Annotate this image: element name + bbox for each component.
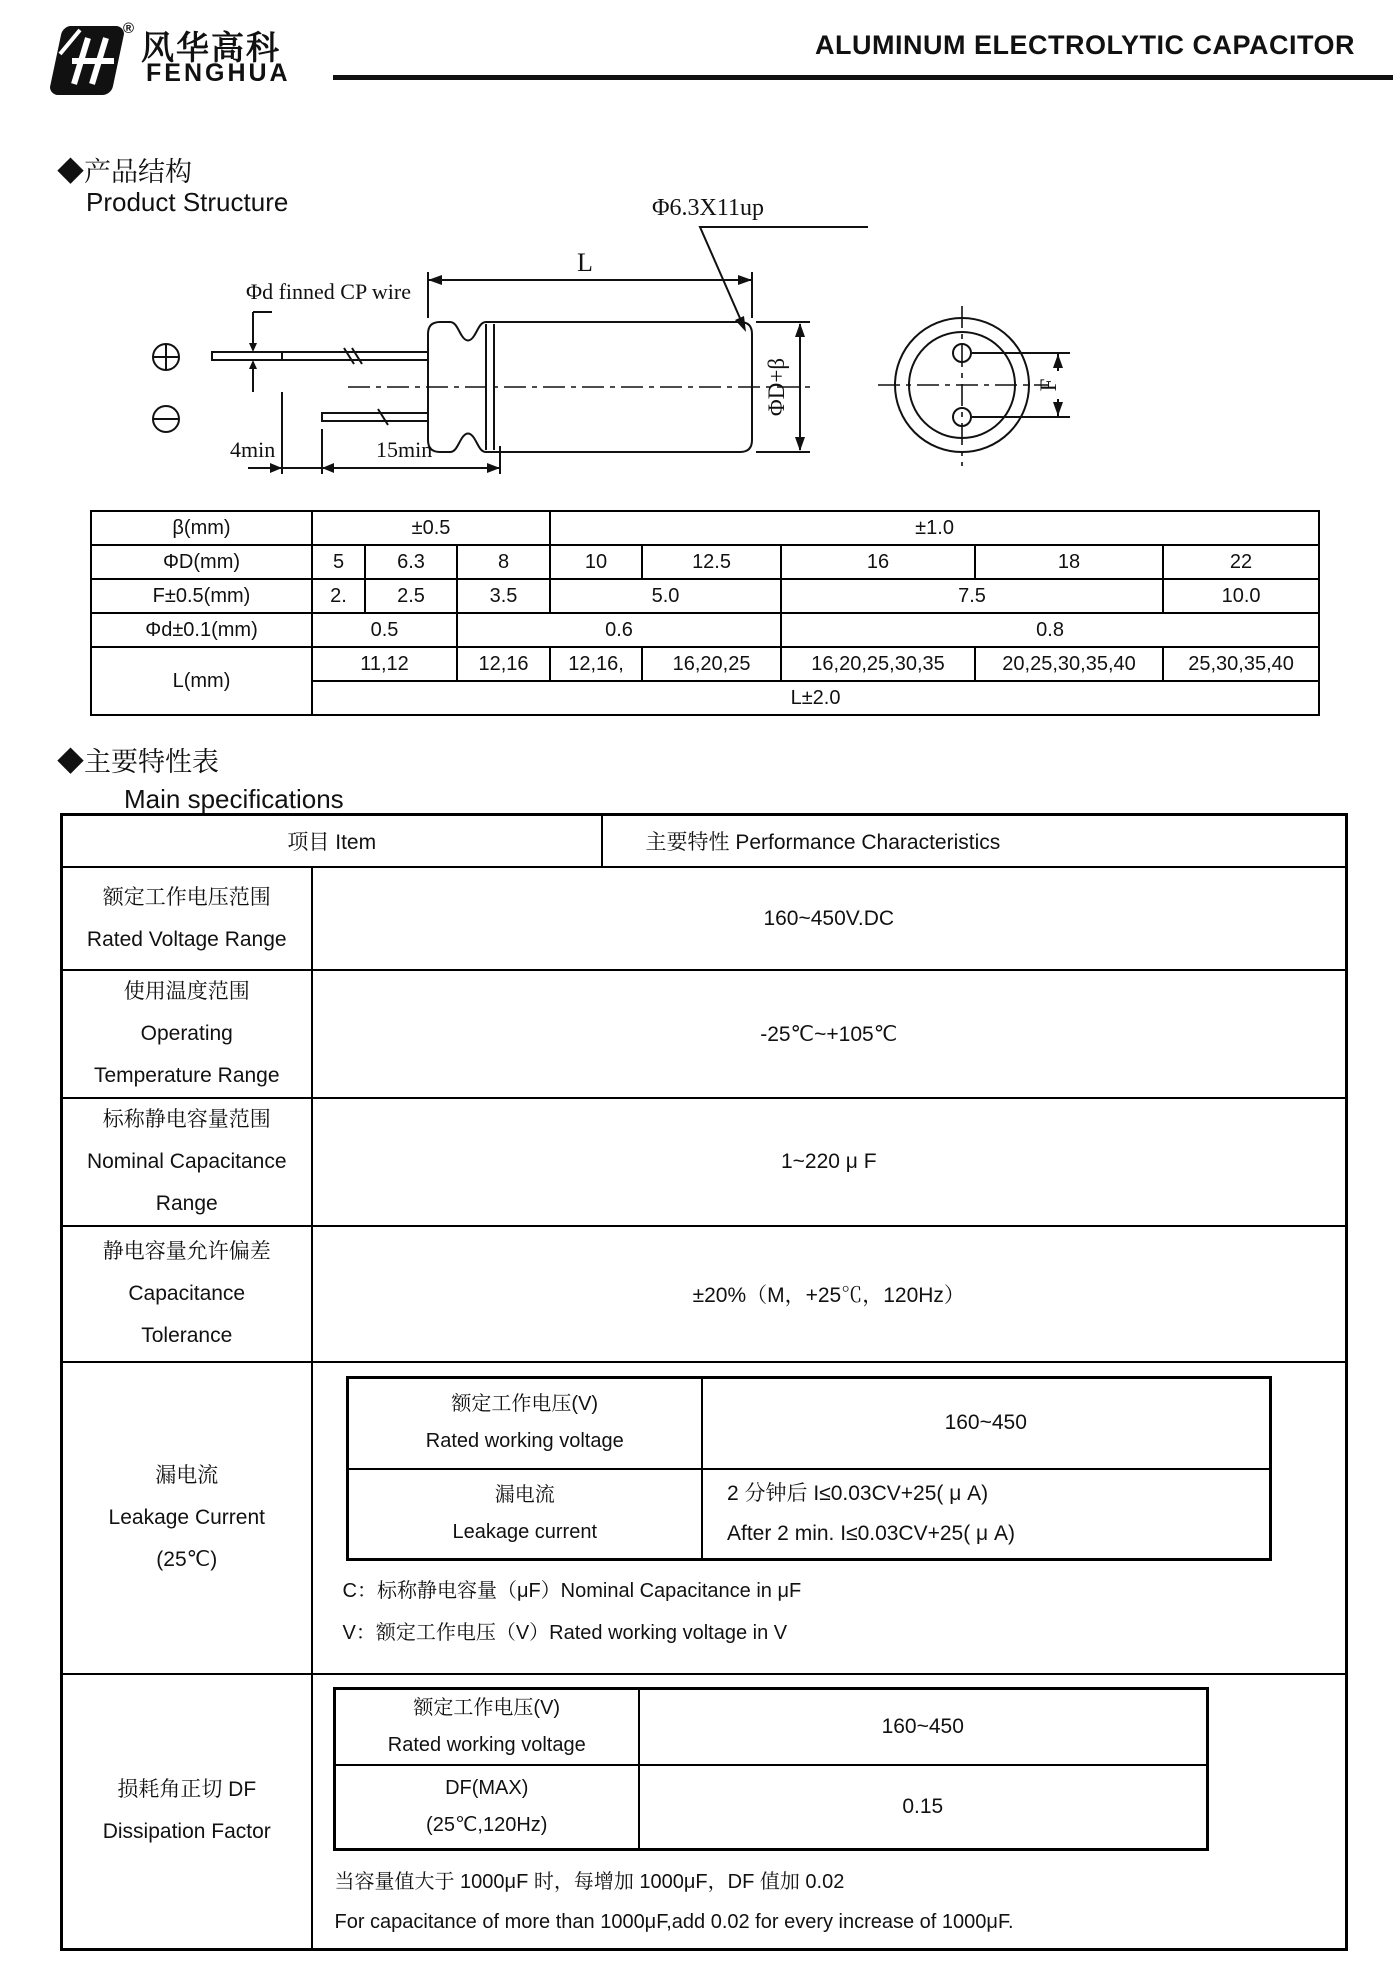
inner-label — [347, 1469, 702, 1560]
text-line: For capacitance of more than 1000μF,add 0.02 for every increase of 1000μF. — [334, 1910, 1014, 1933]
spec-value: -25℃~+105℃ — [312, 970, 1347, 1098]
text-line: Dissipation Factor — [102, 1820, 271, 1844]
dim-table-cell: 20,25,30,35,40 — [975, 647, 1163, 681]
dim-table-cell: 5 — [312, 545, 365, 579]
dim-table-cell: ΦD(mm) — [91, 545, 312, 579]
dim-table-cell: 12,16 — [457, 647, 550, 681]
dim-table-cell: 7.5 — [781, 579, 1163, 613]
text-line: 静电容量允许偏差 — [102, 1240, 271, 1263]
text-line: 损耗角正切 DF — [117, 1778, 257, 1802]
dim-table-row — [91, 647, 1319, 681]
dim-table-cell: β(mm) — [91, 511, 312, 545]
section-heading-main-spec-cn: ◆主要特性表 — [57, 747, 219, 777]
dim-table-cell: 18 — [975, 545, 1163, 579]
product-structure-diagram — [90, 192, 1100, 492]
lead-spacing-label: F — [1036, 378, 1061, 392]
dim-table-cell: 22 — [1163, 545, 1319, 579]
text-line: Capacitance — [128, 1282, 246, 1305]
text-line: 漏电流 — [494, 1483, 555, 1506]
inner-value: 160~450 — [702, 1378, 1270, 1469]
inner-value: 160~450 — [639, 1689, 1207, 1766]
text-line: After 2 min. I≤0.03CV+25( μ A) — [727, 1521, 1015, 1545]
text-line: Rated working voltage — [387, 1734, 586, 1756]
inner-label — [334, 1689, 639, 1766]
spec-label — [62, 1674, 312, 1949]
df-notes — [335, 1868, 1346, 1936]
spec-row-operating-temperature — [62, 970, 1347, 1098]
dim-table-cell: 16,20,25,30,35 — [781, 647, 975, 681]
dim-table-cell: ±1.0 — [550, 511, 1319, 545]
vent-callout — [652, 195, 868, 332]
spec-header-item: 项目 Item — [62, 815, 602, 868]
dim-table-cell: 0.8 — [781, 613, 1319, 647]
wire-diameter-callout — [246, 279, 411, 392]
text-line: 2 分钟后 I≤0.03CV+25( μ A) — [727, 1481, 989, 1505]
dim-table-cell: 16,20,25 — [642, 647, 781, 681]
dim-table-cell: 0.6 — [457, 613, 781, 647]
text-line: Rated Voltage Range — [86, 927, 287, 951]
dim-table-cell: 2.5 — [365, 579, 457, 613]
spec-label — [62, 867, 312, 970]
spec-label — [62, 970, 312, 1098]
text-line: Operating — [140, 1022, 233, 1045]
dim-table-row — [91, 545, 1319, 579]
spec-header-performance: 主要特性 Performance Characteristics — [602, 815, 1347, 868]
dim-table-cell: 25,30,35,40 — [1163, 647, 1319, 681]
text-line: Leakage Current — [108, 1506, 265, 1529]
text-line: V：额定工作电压（V）Rated working voltage in V — [342, 1622, 788, 1644]
inner-label — [334, 1765, 639, 1849]
capacitor-body — [348, 322, 812, 452]
dim-table-cell: 8 — [457, 545, 550, 579]
dimensions-table — [90, 510, 1320, 716]
dim-table-row — [91, 613, 1319, 647]
inner-label — [347, 1378, 702, 1469]
spec-row-rated-voltage — [62, 867, 1347, 970]
text-line: Tolerance — [141, 1324, 233, 1347]
text-line: Temperature Range — [93, 1064, 280, 1087]
spec-label — [62, 1226, 312, 1362]
dim-table-cell: 2. — [312, 579, 365, 613]
text-line: 额定工作电压范围 — [102, 885, 271, 909]
length-label: L — [577, 248, 593, 277]
text-line: (25℃,120Hz) — [426, 1813, 548, 1836]
dim-table-cell: 12.5 — [642, 545, 781, 579]
text-line: 使用温度范围 — [123, 980, 250, 1003]
section-heading-product-structure-en: Product Structure — [86, 187, 289, 217]
text-line: 额定工作电压(V) — [451, 1393, 599, 1416]
dim-table-cell: L(mm) — [91, 647, 312, 715]
dim-table-cell: Φd±0.1(mm) — [91, 613, 312, 647]
spec-header-row — [62, 815, 1347, 868]
leakage-notes — [343, 1577, 1346, 1647]
spec-row-dissipation-factor — [62, 1674, 1347, 1949]
inner-value — [702, 1469, 1270, 1560]
vent-label: Φ6.3X11up — [652, 195, 764, 221]
body-diameter-dimension — [756, 322, 810, 452]
dim-table-cell: 3.5 — [457, 579, 550, 613]
spec-label — [62, 1098, 312, 1226]
fenghua-logo — [50, 24, 132, 98]
dim-table-cell: ±0.5 — [312, 511, 550, 545]
spec-value: ±20%（M，+25℃，120Hz） — [312, 1226, 1347, 1362]
wire-label: Φd finned CP wire — [246, 279, 411, 304]
spec-value: 160~450V.DC — [312, 867, 1347, 970]
lead-length-dimensions — [230, 392, 500, 474]
inner-value: 0.15 — [639, 1765, 1207, 1849]
positive-polarity-icon — [153, 344, 179, 370]
text-line: 标称静电容量范围 — [102, 1108, 271, 1131]
registered-mark: ® — [123, 20, 135, 37]
brand-name-cn: 风华高科 — [141, 29, 281, 66]
text-line: Nominal Capacitance — [86, 1150, 287, 1173]
main-specifications-table — [60, 813, 1348, 1951]
text-line: 额定工作电压(V) — [413, 1697, 561, 1719]
text-line: (25℃) — [156, 1548, 218, 1571]
dim-table-cell: 10 — [550, 545, 642, 579]
text-line: C：标称静电容量（μF）Nominal Capacitance in μF — [342, 1580, 802, 1602]
spec-value: 1~220 μ F — [312, 1098, 1347, 1226]
body-diameter-label: ΦD+β — [764, 357, 789, 417]
title-rule — [333, 75, 1393, 80]
section-heading-main-spec-en: Main specifications — [124, 784, 344, 814]
text-line: Rated working voltage — [425, 1430, 624, 1453]
dim-table-row — [91, 579, 1319, 613]
spec-row-nominal-capacitance — [62, 1098, 1347, 1226]
text-line: DF(MAX) — [445, 1776, 529, 1799]
dim-table-cell: 6.3 — [365, 545, 457, 579]
leakage-inner-table — [346, 1376, 1272, 1561]
df-inner-table — [333, 1687, 1209, 1851]
dim-4min-label: 4min — [230, 437, 276, 462]
dim-15min-label: 15min — [376, 437, 433, 462]
text-line: Range — [155, 1192, 218, 1215]
dim-table-cell: L±2.0 — [312, 681, 1319, 715]
spec-row-capacitance-tolerance — [62, 1226, 1347, 1362]
text-line: Leakage current — [452, 1520, 598, 1543]
dim-table-cell: 11,12 — [312, 647, 457, 681]
spec-row-leakage-current — [62, 1362, 1347, 1674]
dim-table-cell: 12,16, — [550, 647, 642, 681]
dim-table-cell: 5.0 — [550, 579, 781, 613]
negative-polarity-icon — [153, 406, 179, 432]
dim-table-cell: 10.0 — [1163, 579, 1319, 613]
dim-table-cell: 0.5 — [312, 613, 457, 647]
page-title: ALUMINUM ELECTROLYTIC CAPACITOR — [815, 30, 1355, 60]
length-dimension — [428, 248, 752, 318]
text-line: 漏电流 — [155, 1464, 219, 1487]
dim-table-row — [91, 511, 1319, 545]
brand-name-en: FENGHUA — [146, 59, 291, 87]
capacitor-end-view — [878, 306, 1048, 466]
text-line: 当容量值大于 1000μF 时，每增加 1000μF，DF 值加 0.02 — [334, 1870, 845, 1893]
dim-table-cell: 16 — [781, 545, 975, 579]
dim-table-cell: F±0.5(mm) — [91, 579, 312, 613]
spec-label — [62, 1362, 312, 1674]
section-heading-product-structure-cn: ◆产品结构 — [57, 157, 192, 187]
